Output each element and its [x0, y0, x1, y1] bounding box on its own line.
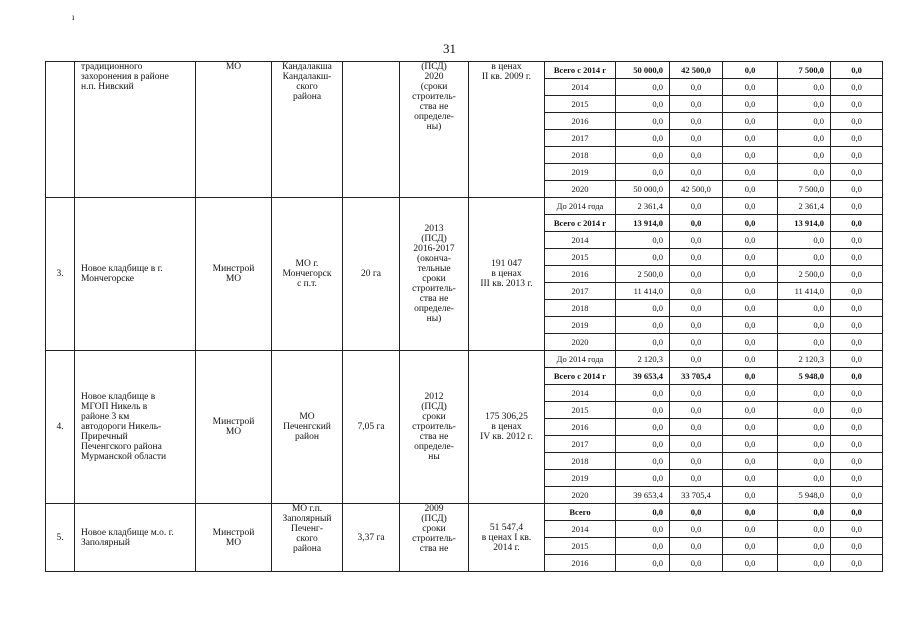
total-value: 39 653,4: [616, 368, 670, 385]
total-value: 0,0: [616, 334, 670, 351]
year-label: 2017: [545, 130, 616, 147]
regional-value: 0,0: [723, 181, 778, 198]
regional-value: 0,0: [723, 147, 778, 164]
municipal-value: 0,0: [778, 147, 831, 164]
cost-cell: в ценах II кв. 2009 г.: [469, 62, 545, 198]
year-label: 2015: [545, 402, 616, 419]
regional-value: 0,0: [723, 113, 778, 130]
federal-value: 0,0: [670, 249, 723, 266]
object-name: традиционного захоронения в районе н.п. Нивский: [75, 62, 196, 198]
other-value: 0,0: [831, 266, 883, 283]
federal-value: 0,0: [670, 96, 723, 113]
scan-mark: ı: [72, 12, 75, 22]
year-label: 2016: [545, 113, 616, 130]
municipal-value: 0,0: [778, 96, 831, 113]
federal-value: 0,0: [670, 419, 723, 436]
regional-value: 0,0: [723, 453, 778, 470]
other-value: 0,0: [831, 385, 883, 402]
location-cell: Кандалакша Кандалакш- ского района: [272, 62, 343, 198]
total-value: 2 500,0: [616, 266, 670, 283]
other-value: 0,0: [831, 130, 883, 147]
customer-cell: Минстрой МО: [196, 198, 272, 351]
year-label: 2016: [545, 419, 616, 436]
location-cell: МО г.п. Заполярный Печенг- ского района: [272, 504, 343, 572]
other-value: 0,0: [831, 419, 883, 436]
year-label: 2016: [545, 555, 616, 572]
federal-value: 0,0: [670, 436, 723, 453]
regional-value: 0,0: [723, 436, 778, 453]
municipal-value: 0,0: [778, 300, 831, 317]
regional-value: 0,0: [723, 487, 778, 504]
year-label: Всего с 2014 г: [545, 215, 616, 232]
federal-value: 0,0: [670, 113, 723, 130]
municipal-value: 0,0: [778, 164, 831, 181]
regional-value: 0,0: [723, 470, 778, 487]
municipal-value: 0,0: [778, 130, 831, 147]
year-label: Всего: [545, 504, 616, 521]
location-cell: МО Печенгский район: [272, 351, 343, 504]
total-value: 0,0: [616, 317, 670, 334]
federal-value: 0,0: [670, 266, 723, 283]
federal-value: 0,0: [670, 164, 723, 181]
municipal-value: 11 414,0: [778, 283, 831, 300]
year-label: 2014: [545, 232, 616, 249]
total-value: 0,0: [616, 130, 670, 147]
regional-value: 0,0: [723, 283, 778, 300]
year-label: До 2014 года: [545, 351, 616, 368]
municipal-value: 0,0: [778, 79, 831, 96]
municipal-value: 0,0: [778, 538, 831, 555]
total-value: 0,0: [616, 521, 670, 538]
federal-value: 0,0: [670, 232, 723, 249]
location-cell: МО г. Мончегорск с п.т.: [272, 198, 343, 351]
object-name: Новое кладбище м.о. г. Заполярный: [75, 504, 196, 572]
total-value: 2 361,4: [616, 198, 670, 215]
cost-cell: 51 547,4 в ценах I кв. 2014 г.: [469, 504, 545, 572]
total-value: 0,0: [616, 538, 670, 555]
regional-value: 0,0: [723, 215, 778, 232]
municipal-value: 0,0: [778, 402, 831, 419]
year-label: 2014: [545, 79, 616, 96]
total-value: 0,0: [616, 470, 670, 487]
regional-value: 0,0: [723, 538, 778, 555]
total-value: 0,0: [616, 147, 670, 164]
federal-value: 42 500,0: [670, 181, 723, 198]
total-value: 0,0: [616, 555, 670, 572]
regional-value: 0,0: [723, 79, 778, 96]
regional-value: 0,0: [723, 249, 778, 266]
table-row: [46, 198, 883, 215]
other-value: 0,0: [831, 249, 883, 266]
regional-value: 0,0: [723, 385, 778, 402]
total-value: 11 414,0: [616, 283, 670, 300]
customer-cell: Минстрой МО: [196, 504, 272, 572]
other-value: 0,0: [831, 538, 883, 555]
other-value: 0,0: [831, 215, 883, 232]
year-label: 2018: [545, 453, 616, 470]
total-value: 0,0: [616, 419, 670, 436]
municipal-value: 0,0: [778, 113, 831, 130]
municipal-value: 5 948,0: [778, 368, 831, 385]
table-body: [46, 62, 883, 572]
other-value: 0,0: [831, 96, 883, 113]
municipal-value: 0,0: [778, 470, 831, 487]
row-number: 3.: [46, 198, 75, 351]
federal-value: 0,0: [670, 402, 723, 419]
municipal-value: 2 361,4: [778, 198, 831, 215]
regional-value: 0,0: [723, 555, 778, 572]
total-value: 0,0: [616, 300, 670, 317]
municipal-value: 0,0: [778, 521, 831, 538]
total-value: 0,0: [616, 79, 670, 96]
year-label: 2019: [545, 164, 616, 181]
regional-value: 0,0: [723, 334, 778, 351]
municipal-value: 13 914,0: [778, 215, 831, 232]
construction-program-table: [45, 61, 883, 572]
row-number: 4.: [46, 351, 75, 504]
municipal-value: 0,0: [778, 419, 831, 436]
municipal-value: 0,0: [778, 436, 831, 453]
other-value: 0,0: [831, 368, 883, 385]
federal-value: 0,0: [670, 504, 723, 521]
regional-value: 0,0: [723, 504, 778, 521]
regional-value: 0,0: [723, 368, 778, 385]
year-label: 2016: [545, 266, 616, 283]
other-value: 0,0: [831, 232, 883, 249]
total-value: 0,0: [616, 436, 670, 453]
total-value: 0,0: [616, 249, 670, 266]
table-row: [46, 504, 883, 521]
year-label: 2017: [545, 283, 616, 300]
row-number: 5.: [46, 504, 75, 572]
area-cell: 20 га: [343, 198, 400, 351]
regional-value: 0,0: [723, 317, 778, 334]
year-label: 2015: [545, 96, 616, 113]
regional-value: 0,0: [723, 198, 778, 215]
other-value: 0,0: [831, 317, 883, 334]
year-label: 2015: [545, 538, 616, 555]
federal-value: 0,0: [670, 334, 723, 351]
year-label: До 2014 года: [545, 198, 616, 215]
federal-value: 0,0: [670, 198, 723, 215]
federal-value: 0,0: [670, 215, 723, 232]
total-value: 0,0: [616, 385, 670, 402]
year-label: 2020: [545, 181, 616, 198]
year-label: 2020: [545, 334, 616, 351]
other-value: 0,0: [831, 351, 883, 368]
other-value: 0,0: [831, 487, 883, 504]
total-value: 0,0: [616, 453, 670, 470]
period-cell: 2009 (ПСД) сроки строитель- ства не: [400, 504, 469, 572]
federal-value: 0,0: [670, 130, 723, 147]
regional-value: 0,0: [723, 96, 778, 113]
table-row: [46, 351, 883, 368]
other-value: 0,0: [831, 470, 883, 487]
year-label: Всего с 2014 г: [545, 368, 616, 385]
total-value: 0,0: [616, 504, 670, 521]
other-value: 0,0: [831, 164, 883, 181]
other-value: 0,0: [831, 402, 883, 419]
federal-value: 0,0: [670, 453, 723, 470]
other-value: 0,0: [831, 453, 883, 470]
other-value: 0,0: [831, 300, 883, 317]
year-label: 2019: [545, 470, 616, 487]
period-cell: 2013 (ПСД) 2016-2017 (оконча- тельные сроки строитель- ства не определе- ны): [400, 198, 469, 351]
year-label: 2017: [545, 436, 616, 453]
regional-value: 0,0: [723, 130, 778, 147]
table-row: [46, 62, 883, 79]
municipal-value: 0,0: [778, 555, 831, 572]
regional-value: 0,0: [723, 300, 778, 317]
year-label: 2018: [545, 300, 616, 317]
federal-value: 0,0: [670, 470, 723, 487]
federal-value: 0,0: [670, 283, 723, 300]
other-value: 0,0: [831, 283, 883, 300]
federal-value: 0,0: [670, 317, 723, 334]
federal-value: 0,0: [670, 521, 723, 538]
cost-cell: 191 047 в ценах III кв. 2013 г.: [469, 198, 545, 351]
other-value: 0,0: [831, 504, 883, 521]
federal-value: 0,0: [670, 555, 723, 572]
federal-value: 0,0: [670, 300, 723, 317]
municipal-value: 2 120,3: [778, 351, 831, 368]
total-value: 0,0: [616, 164, 670, 181]
municipal-value: 0,0: [778, 317, 831, 334]
municipal-value: 0,0: [778, 249, 831, 266]
year-label: 2019: [545, 317, 616, 334]
year-label: 2014: [545, 385, 616, 402]
federal-value: 0,0: [670, 79, 723, 96]
municipal-value: 0,0: [778, 232, 831, 249]
total-value: 2 120,3: [616, 351, 670, 368]
total-value: 50 000,0: [616, 181, 670, 198]
municipal-value: 0,0: [778, 334, 831, 351]
object-name: Новое кладбище в МГОП Никель в районе 3 км автодороги Никель- Приречный Печенгского района Мурманской области: [75, 351, 196, 504]
total-value: 0,0: [616, 96, 670, 113]
customer-cell: МО: [196, 62, 272, 198]
regional-value: 0,0: [723, 266, 778, 283]
period-cell: (ПСД) 2020 (сроки строитель- ства не определе- ны): [400, 62, 469, 198]
municipal-value: 0,0: [778, 385, 831, 402]
regional-value: 0,0: [723, 402, 778, 419]
other-value: 0,0: [831, 334, 883, 351]
federal-value: 0,0: [670, 147, 723, 164]
year-label: 2015: [545, 249, 616, 266]
municipal-value: 7 500,0: [778, 181, 831, 198]
municipal-value: 0,0: [778, 453, 831, 470]
other-value: 0,0: [831, 113, 883, 130]
federal-value: 33 705,4: [670, 368, 723, 385]
year-label: Всего с 2014 г: [545, 62, 616, 79]
object-name: Новое кладбище в г. Мончегорске: [75, 198, 196, 351]
other-value: 0,0: [831, 521, 883, 538]
other-value: 0,0: [831, 79, 883, 96]
municipal-value: 7 500,0: [778, 62, 831, 79]
page-number: 31: [443, 41, 456, 56]
other-value: 0,0: [831, 147, 883, 164]
year-label: 2014: [545, 521, 616, 538]
regional-value: 0,0: [723, 164, 778, 181]
regional-value: 0,0: [723, 232, 778, 249]
other-value: 0,0: [831, 181, 883, 198]
year-label: 2018: [545, 147, 616, 164]
regional-value: 0,0: [723, 419, 778, 436]
municipal-value: 5 948,0: [778, 487, 831, 504]
other-value: 0,0: [831, 436, 883, 453]
total-value: 50 000,0: [616, 62, 670, 79]
federal-value: 42 500,0: [670, 62, 723, 79]
total-value: 39 653,4: [616, 487, 670, 504]
municipal-value: 2 500,0: [778, 266, 831, 283]
federal-value: 33 705,4: [670, 487, 723, 504]
total-value: 0,0: [616, 113, 670, 130]
period-cell: 2012 (ПСД) сроки строитель- ства не определе- ны: [400, 351, 469, 504]
federal-value: 0,0: [670, 538, 723, 555]
regional-value: 0,0: [723, 521, 778, 538]
area-cell: [343, 62, 400, 198]
cost-cell: 175 306,25 в ценах IV кв. 2012 г.: [469, 351, 545, 504]
total-value: 0,0: [616, 232, 670, 249]
regional-value: 0,0: [723, 62, 778, 79]
area-cell: 3,37 га: [343, 504, 400, 572]
row-number: [46, 62, 75, 198]
total-value: 0,0: [616, 402, 670, 419]
federal-value: 0,0: [670, 385, 723, 402]
municipal-value: 0,0: [778, 504, 831, 521]
other-value: 0,0: [831, 62, 883, 79]
federal-value: 0,0: [670, 351, 723, 368]
customer-cell: Минстрой МО: [196, 351, 272, 504]
other-value: 0,0: [831, 555, 883, 572]
regional-value: 0,0: [723, 351, 778, 368]
area-cell: 7,05 га: [343, 351, 400, 504]
other-value: 0,0: [831, 198, 883, 215]
total-value: 13 914,0: [616, 215, 670, 232]
year-label: 2020: [545, 487, 616, 504]
